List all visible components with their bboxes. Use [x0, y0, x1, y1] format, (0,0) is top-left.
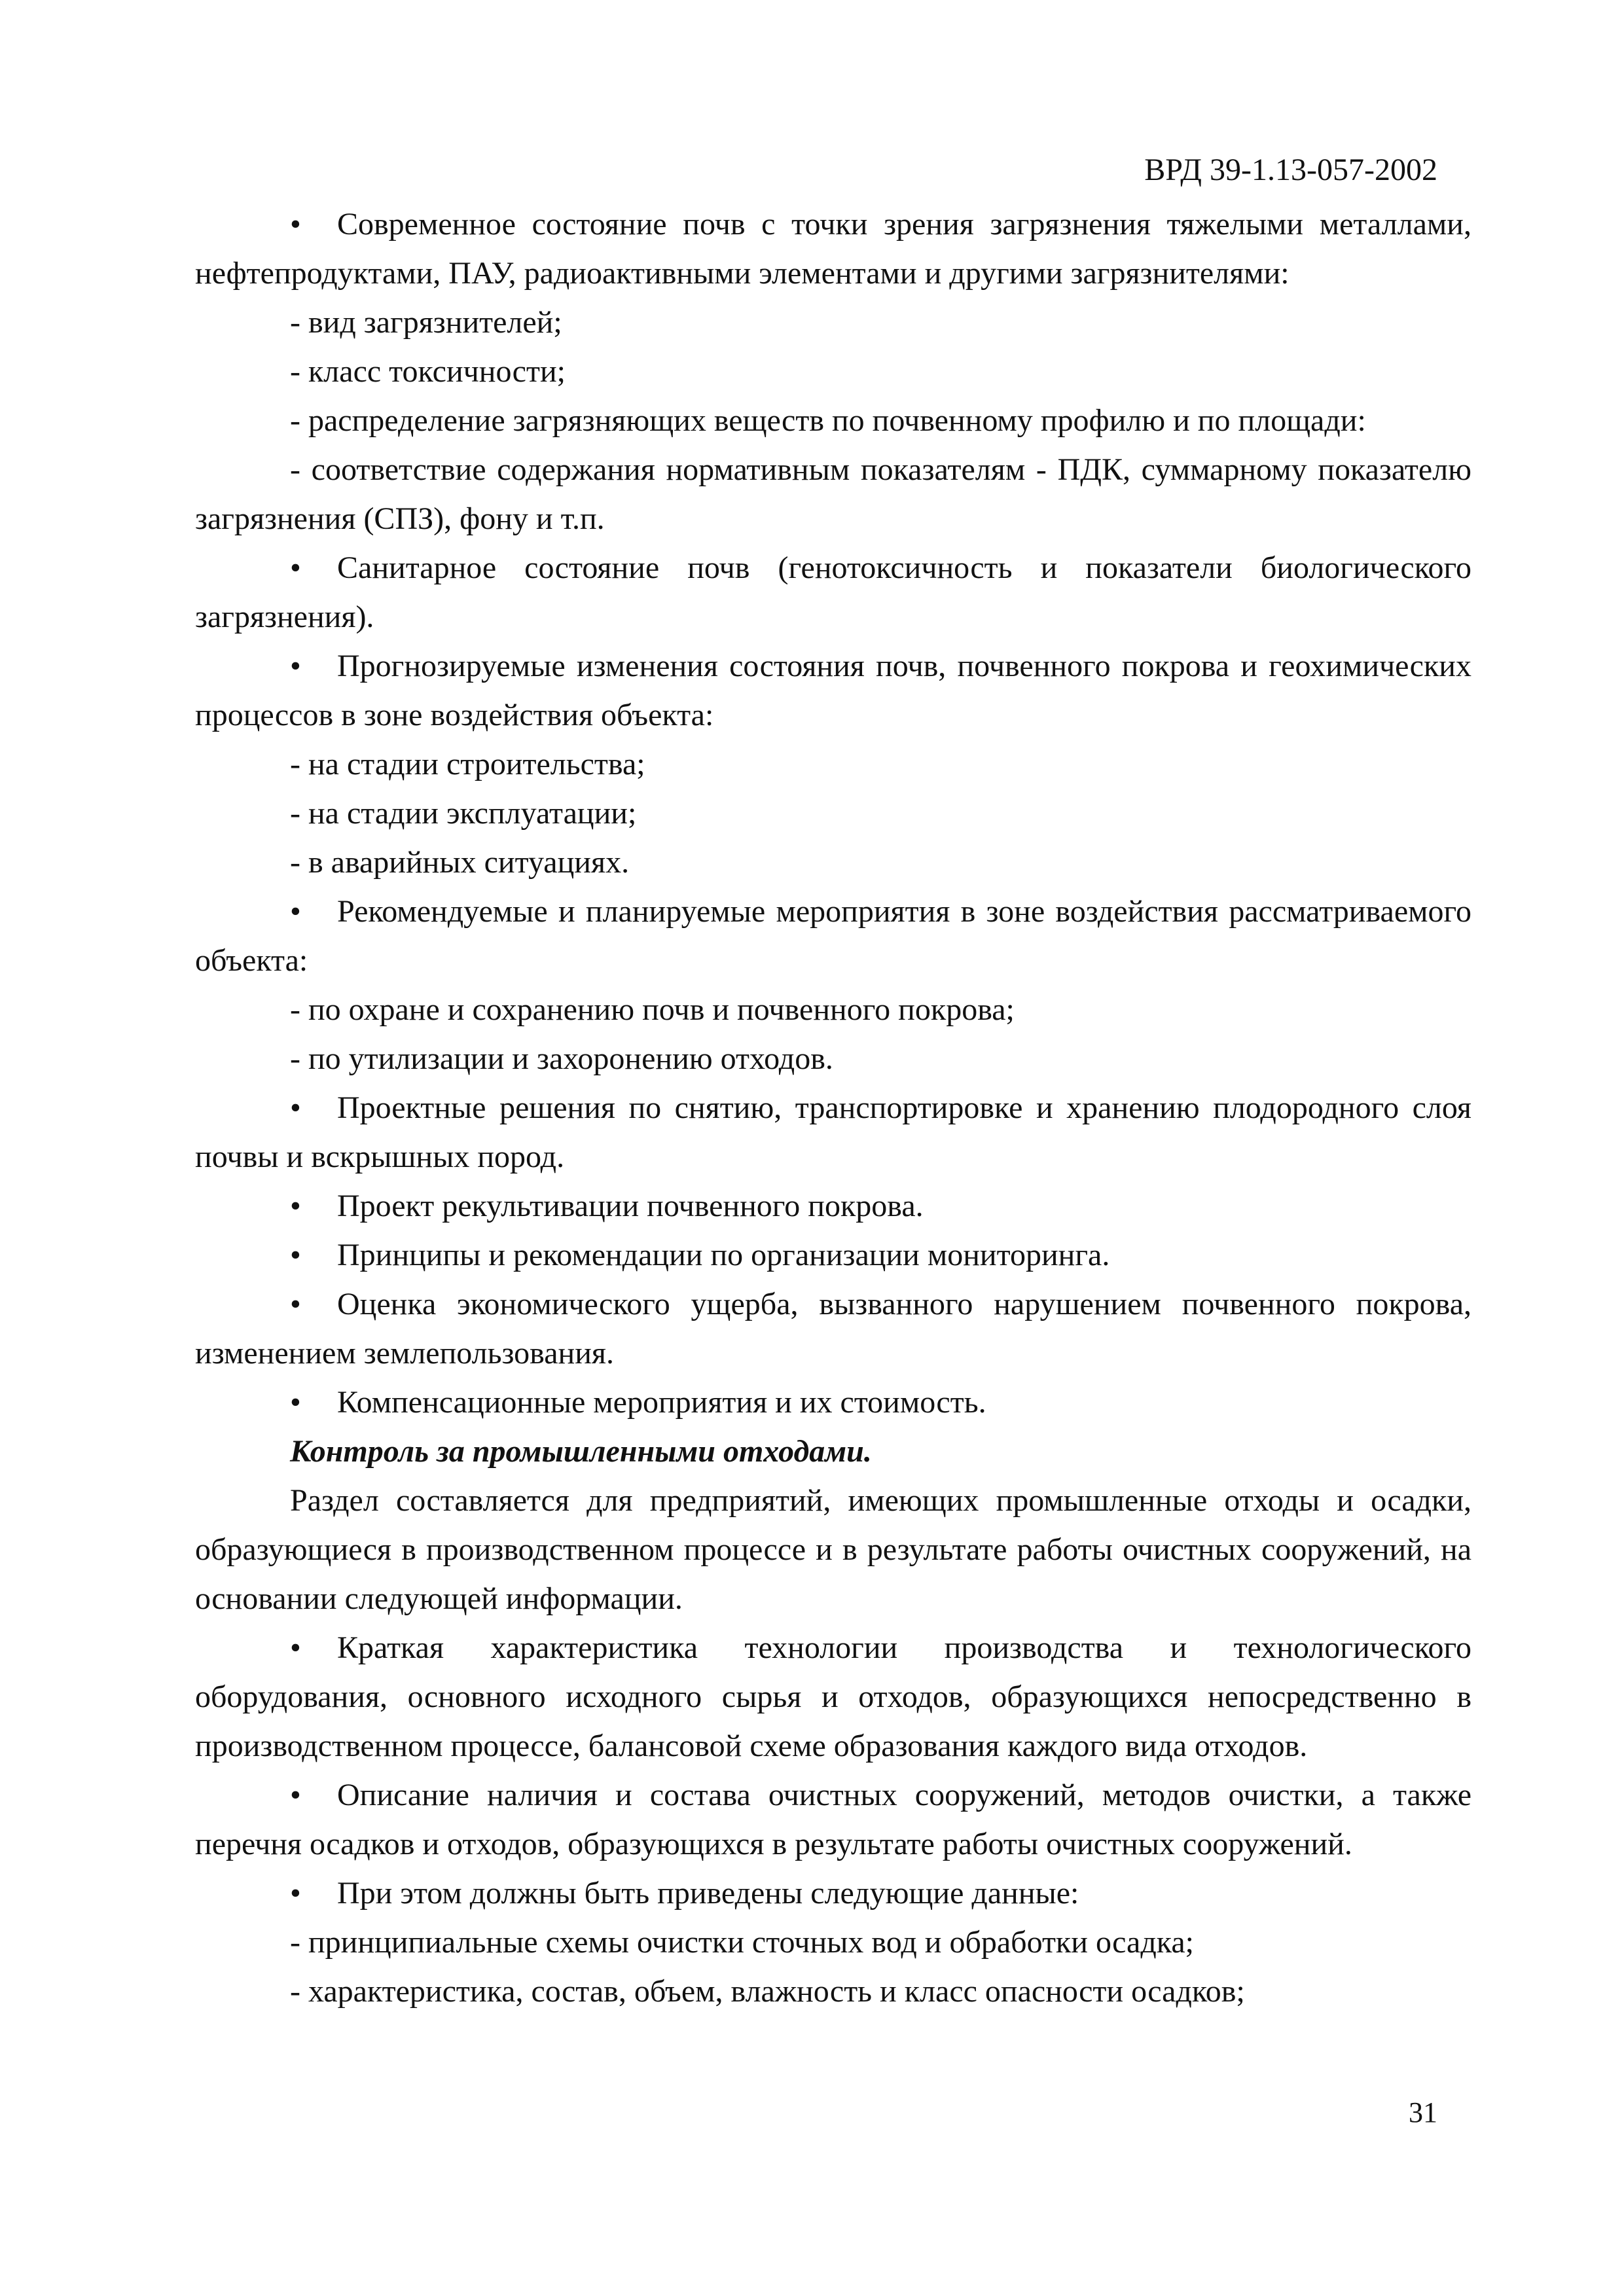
bullet-item [195, 1378, 1471, 1427]
bullet-text: Прогнозируемые изменения состояния почв, почвенного покрова и геохимических процессов в зоне воздействия объекта: [195, 649, 1471, 732]
bullet-icon: • [290, 1287, 301, 1321]
bullet-icon: • [290, 1189, 301, 1223]
dash-item: - по утилизации и захоронению отходов. [290, 1041, 833, 1076]
bullet-icon: • [290, 649, 301, 683]
dash-item: - вид загрязнителей; [290, 305, 562, 340]
bullet-text: Описание наличия и состава очистных сооружений, методов очистки, а также перечня осадков и отходов, образующихся в результате работы очистных сооружений. [195, 1778, 1471, 1861]
dash-item: - принципиальные схемы очистки сточных вод и обработки осадка; [290, 1925, 1194, 1960]
section-title: Контроль за промышленными отходами. [290, 1434, 872, 1469]
bullet-item [195, 1623, 1471, 1770]
bullet-icon: • [290, 207, 301, 242]
bullet-icon: • [290, 1238, 301, 1272]
dash-item: - на стадии эксплуатации; [290, 796, 637, 831]
bullet-text: При этом должны быть приведены следующие данные: [337, 1876, 1079, 1910]
dash-item: - соответствие содержания нормативным показателям - ПДК, суммарному показателю загрязнения (СПЗ), фону и т.п. [195, 452, 1471, 536]
dash-item: - в аварийных ситуациях. [290, 845, 630, 880]
bullet-item [195, 641, 1471, 740]
bullet-item [195, 543, 1471, 641]
bullet-icon: • [290, 1778, 301, 1812]
bullet-item [195, 1181, 1471, 1230]
bullet-icon: • [290, 1876, 301, 1910]
bullet-text: Проект рекультивации почвенного покрова. [337, 1189, 924, 1223]
dash-item: - по охране и сохранению почв и почвенного покрова; [290, 992, 1015, 1027]
bullet-icon: • [290, 1630, 301, 1665]
bullet-item [195, 1869, 1471, 1918]
bullet-item [195, 200, 1471, 298]
bullet-item [195, 1083, 1471, 1181]
dash-item: - распределение загрязняющих веществ по почвенному профилю и по площади: [290, 403, 1366, 438]
document-code: ВРД 39-1.13-057-2002 [1144, 152, 1437, 187]
paragraph: Раздел составляется для предприятий, имеющих промышленные отходы и осадки, образующиеся в производственном процессе и в результате работы очистных сооружений, на основании следующей информации. [195, 1483, 1471, 1616]
bullet-icon: • [290, 550, 301, 585]
dash-item: - на стадии строительства; [290, 747, 645, 781]
bullet-text: Оценка экономического ущерба, вызванного нарушением почвенного покрова, изменением землепользования. [195, 1287, 1471, 1371]
dash-item: - класс токсичности; [290, 354, 566, 389]
bullet-icon: • [290, 1385, 301, 1420]
bullet-item [195, 1770, 1471, 1869]
bullet-text: Компенсационные мероприятия и их стоимость. [337, 1385, 986, 1420]
dash-item: - характеристика, состав, объем, влажность и класс опасности осадков; [290, 1974, 1245, 2009]
bullet-item [195, 1280, 1471, 1378]
bullet-item [195, 887, 1471, 985]
bullet-item [195, 1230, 1471, 1280]
bullet-icon: • [290, 894, 301, 929]
bullet-text: Рекомендуемые и планируемые мероприятия в зоне воздействия рассматриваемого объекта: [195, 894, 1471, 978]
bullet-text: Принципы и рекомендации по организации мониторинга. [337, 1238, 1110, 1272]
page-number: 31 [1409, 2096, 1437, 2128]
bullet-text: Краткая характеристика технологии производства и технологического оборудования, основного исходного сырья и отходов, образующихся непосредственно в производственном процессе, балансовой схеме образования каждого вида отходов. [195, 1630, 1471, 1763]
bullet-text: Современное состояние почв с точки зрения загрязнения тяжелыми металлами, нефтепродуктами, ПАУ, радиоактивными элементами и другими загрязнителями: [195, 207, 1471, 291]
document-body [195, 200, 1471, 2016]
bullet-text: Проектные решения по снятию, транспортировке и хранению плодородного слоя почвы и вскрышных пород. [195, 1090, 1471, 1174]
bullet-text: Санитарное состояние почв (генотоксичность и показатели биологического загрязнения). [195, 550, 1471, 634]
bullet-icon: • [290, 1090, 301, 1125]
